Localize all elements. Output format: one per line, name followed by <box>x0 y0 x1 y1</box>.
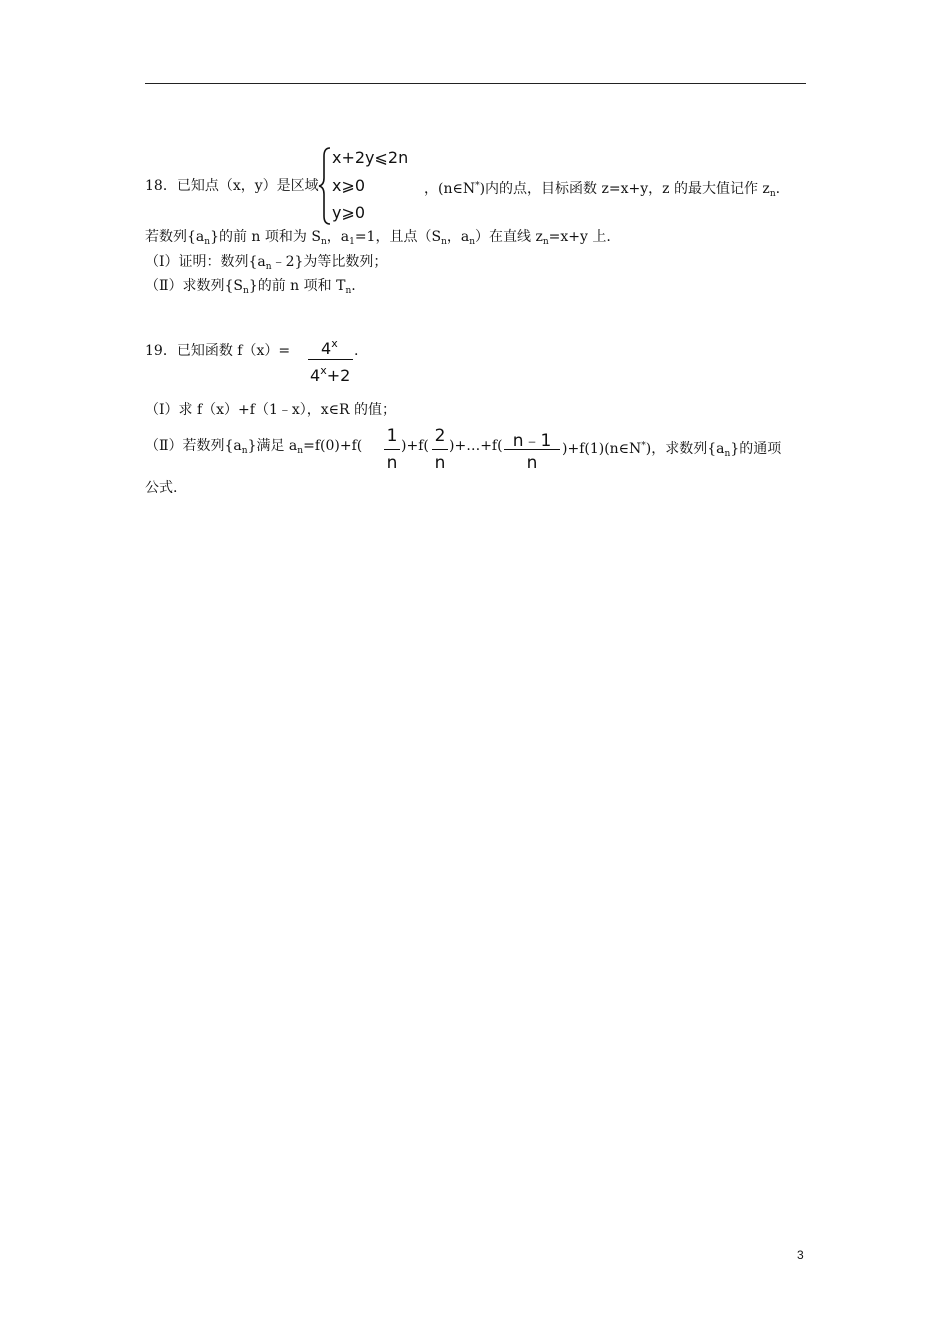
exponent: x <box>331 337 338 350</box>
header-rule <box>145 83 806 84</box>
numerator: 2 <box>434 426 446 446</box>
fraction-2-over-n <box>432 426 448 474</box>
subscript: n <box>345 286 352 296</box>
problem-19-part-2-cont <box>145 478 177 498</box>
text: =1，且点（S <box>354 229 442 245</box>
problem-19-part-2-seg-b <box>401 436 429 456</box>
fraction-1-over-n <box>384 426 400 474</box>
text: ，a <box>446 229 470 245</box>
problem-18-lead: 18．已知点（x，y）是区域 <box>145 178 319 194</box>
page-number: 3 <box>797 1248 804 1262</box>
subscript: n <box>769 189 776 199</box>
problem-18-line-1-tail <box>424 176 780 204</box>
inequality-3: y⩾0 <box>332 203 366 222</box>
text: 若数列{a <box>145 229 205 245</box>
text: （Ⅰ）求 f（x）+f（1﹣x），x∈R 的值； <box>145 402 397 418</box>
denominator: n <box>526 453 538 473</box>
text: +2 <box>326 366 351 385</box>
fraction-bar <box>308 359 353 360</box>
denominator: n <box>386 453 398 473</box>
subscript: 1 <box>349 237 355 247</box>
text: 4 <box>321 339 332 358</box>
text: . <box>351 278 356 294</box>
text: )内的点，目标函数 z=x+y，z 的最大值记作 z <box>479 181 770 197</box>
text: 公式. <box>145 480 178 496</box>
text: =x+y 上. <box>548 229 611 245</box>
problem-18-part-1 <box>145 252 387 277</box>
subscript: n <box>265 262 272 272</box>
problem-18-line-2 <box>145 227 611 252</box>
subscript: n <box>241 446 248 456</box>
text: （Ⅱ）若数列{a <box>145 438 242 454</box>
subscript: n <box>204 237 211 247</box>
subscript: n <box>724 449 731 459</box>
subscript: n <box>441 237 447 247</box>
problem-19-part-1 <box>145 400 396 420</box>
numerator: n﹣1 <box>512 431 552 451</box>
problem-19-line-1-end <box>354 341 358 361</box>
fraction-n-minus-1-over-n <box>504 426 560 474</box>
text: ）在直线 z <box>475 229 543 245</box>
text: )，求数列{a <box>645 441 725 457</box>
text: }的前 n 项和 T <box>248 278 346 294</box>
fraction-bar <box>504 449 560 450</box>
inequality-2: x⩾0 <box>332 176 366 195</box>
subscript: n <box>243 286 249 296</box>
superscript: * <box>475 181 480 191</box>
text: ﹣2}为等比数列； <box>271 254 388 270</box>
fraction-denominator <box>310 364 350 385</box>
problem-19-part-2-seg-c <box>449 436 503 456</box>
text: }的通项 <box>730 441 782 457</box>
text: ，(n∈N <box>424 181 476 197</box>
problem-19-part-2-seg-d <box>562 436 781 464</box>
inequality-system <box>318 146 418 226</box>
text: )+f( <box>401 438 429 454</box>
denominator: n <box>434 453 446 473</box>
left-brace-icon <box>318 146 332 226</box>
problem-19-part-2-seg-a <box>145 436 362 461</box>
problem-18-line-1 <box>145 176 319 196</box>
text: }满足 a <box>247 438 298 454</box>
problem-19-lead: 19．已知函数 f（x）= <box>145 343 291 359</box>
text: （Ⅱ）求数列{S <box>145 278 244 294</box>
fraction-bar <box>432 449 448 450</box>
function-fraction <box>308 334 359 390</box>
text: )+…+f( <box>449 438 503 454</box>
text: ，a <box>326 229 350 245</box>
text: . <box>775 181 781 197</box>
exponent: x <box>320 364 327 377</box>
inequality-1: x+2y⩽2n <box>332 148 409 167</box>
superscript: * <box>641 441 646 451</box>
numerator: 1 <box>386 426 398 446</box>
subscript: n <box>469 237 476 247</box>
subscript: n <box>320 237 327 247</box>
text: }的前 n 项和为 S <box>210 229 321 245</box>
subscript: n <box>297 446 304 456</box>
text: （Ⅰ）证明：数列{a <box>145 254 266 270</box>
problem-18-part-2 <box>145 276 356 301</box>
text: =f(0)+f( <box>303 438 363 454</box>
subscript: n <box>542 237 549 247</box>
fraction-bar <box>384 449 400 450</box>
text: . <box>354 343 359 359</box>
text: 4 <box>310 366 321 385</box>
text: )+f(1)(n∈N <box>562 441 642 457</box>
fraction-numerator <box>321 337 338 358</box>
problem-19-line-1 <box>145 341 290 361</box>
